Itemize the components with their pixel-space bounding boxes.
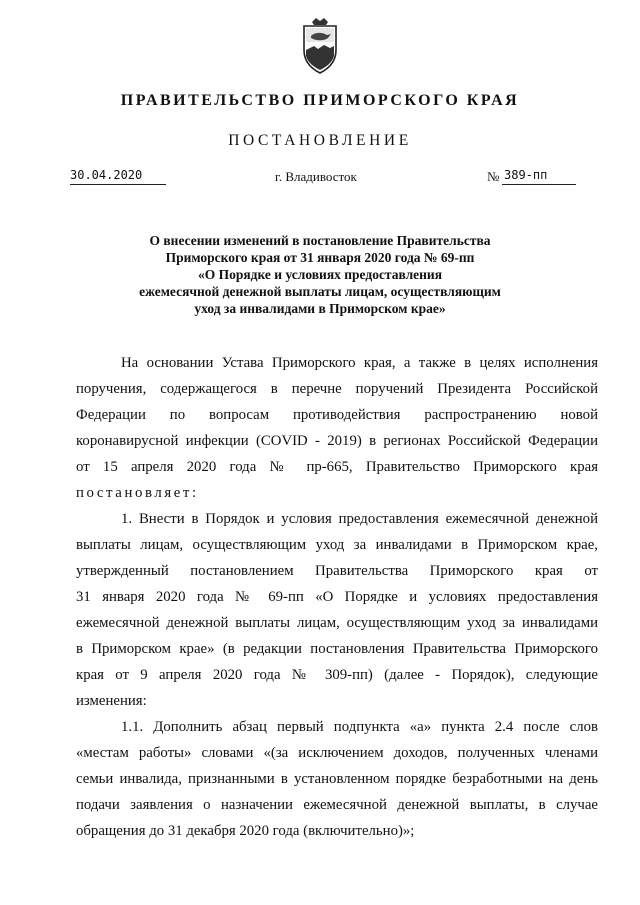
body-line: утвержденный постановлением Правительства Приморского края от — [76, 563, 598, 579]
body-line: изменения: — [76, 693, 147, 709]
document-number: 389-пп — [504, 168, 548, 182]
subject-line: ежемесячной денежной выплаты лицам, осуществляющим — [139, 284, 501, 299]
document-type: ПОСТАНОВЛЕНИЕ — [228, 132, 412, 149]
body-line: Федерации по вопросам противодействия распространению новой — [76, 407, 598, 423]
subject-line: «О Порядке и условиях предоставления — [197, 267, 443, 282]
coat-of-arms-emblem — [298, 16, 342, 76]
body-line: На основании Устава Приморского края, а также в целях исполнения — [121, 355, 598, 371]
body-line: в Приморском крае» (в редакции постановления Правительства Приморского — [76, 641, 598, 657]
subject-line: О внесении изменений в постановление Правительства — [149, 233, 491, 248]
body-line: от 15 апреля 2020 года № пр-665, Правительство Приморского края — [76, 459, 598, 475]
body-line: постановляет: — [76, 485, 199, 501]
body-line: «местам работы» словами «(за исключением доходов, полученных членами — [76, 745, 598, 761]
body-line: коронавирусной инфекции (COVID - 2019) в регионах Российской Федерации — [76, 433, 598, 449]
body-line: 31 января 2020 года № 69-пп «О Порядке и условиях предоставления — [76, 589, 598, 605]
body-line: 1.1. Дополнить абзац первый подпункта «а» пункта 2.4 после слов — [121, 719, 598, 735]
body-line: выплаты лицам, осуществляющим уход за инвалидами в Приморском крае, — [76, 537, 598, 553]
document-meta-row — [0, 166, 640, 188]
body-line: семьи инвалида, признанными в установленном порядке безработными на день — [76, 771, 598, 787]
body-line: подачи заявления о назначении ежемесячной денежной выплаты, в случае — [76, 797, 598, 813]
body-line: поручения, содержащегося в перечне поручений Президента Российской — [76, 381, 598, 397]
number-label: № — [487, 169, 500, 184]
document-date: 30.04.2020 — [70, 168, 143, 182]
body-line: края от 9 апреля 2020 года № 309-пп) (далее - Порядок), следующие — [76, 667, 598, 683]
number-field — [502, 166, 576, 185]
body-line: ежемесячной денежной выплаты лицам, осуществляющим уход за инвалидами — [76, 615, 598, 631]
document-body — [76, 350, 598, 844]
subject-line: Приморского края от 31 января 2020 года № 69-пп — [165, 250, 475, 265]
subject-line: уход за инвалидами в Приморском крае» — [194, 301, 446, 316]
body-line: обращения до 31 декабря 2020 года (включительно)»; — [76, 823, 415, 839]
document-subject — [100, 232, 540, 317]
date-field — [70, 166, 166, 185]
body-line: 1. Внести в Порядок и условия предоставления ежемесячной денежной — [121, 511, 598, 527]
government-title: ПРАВИТЕЛЬСТВО ПРИМОРСКОГО КРАЯ — [120, 92, 520, 109]
document-city: г. Владивосток — [275, 169, 357, 184]
